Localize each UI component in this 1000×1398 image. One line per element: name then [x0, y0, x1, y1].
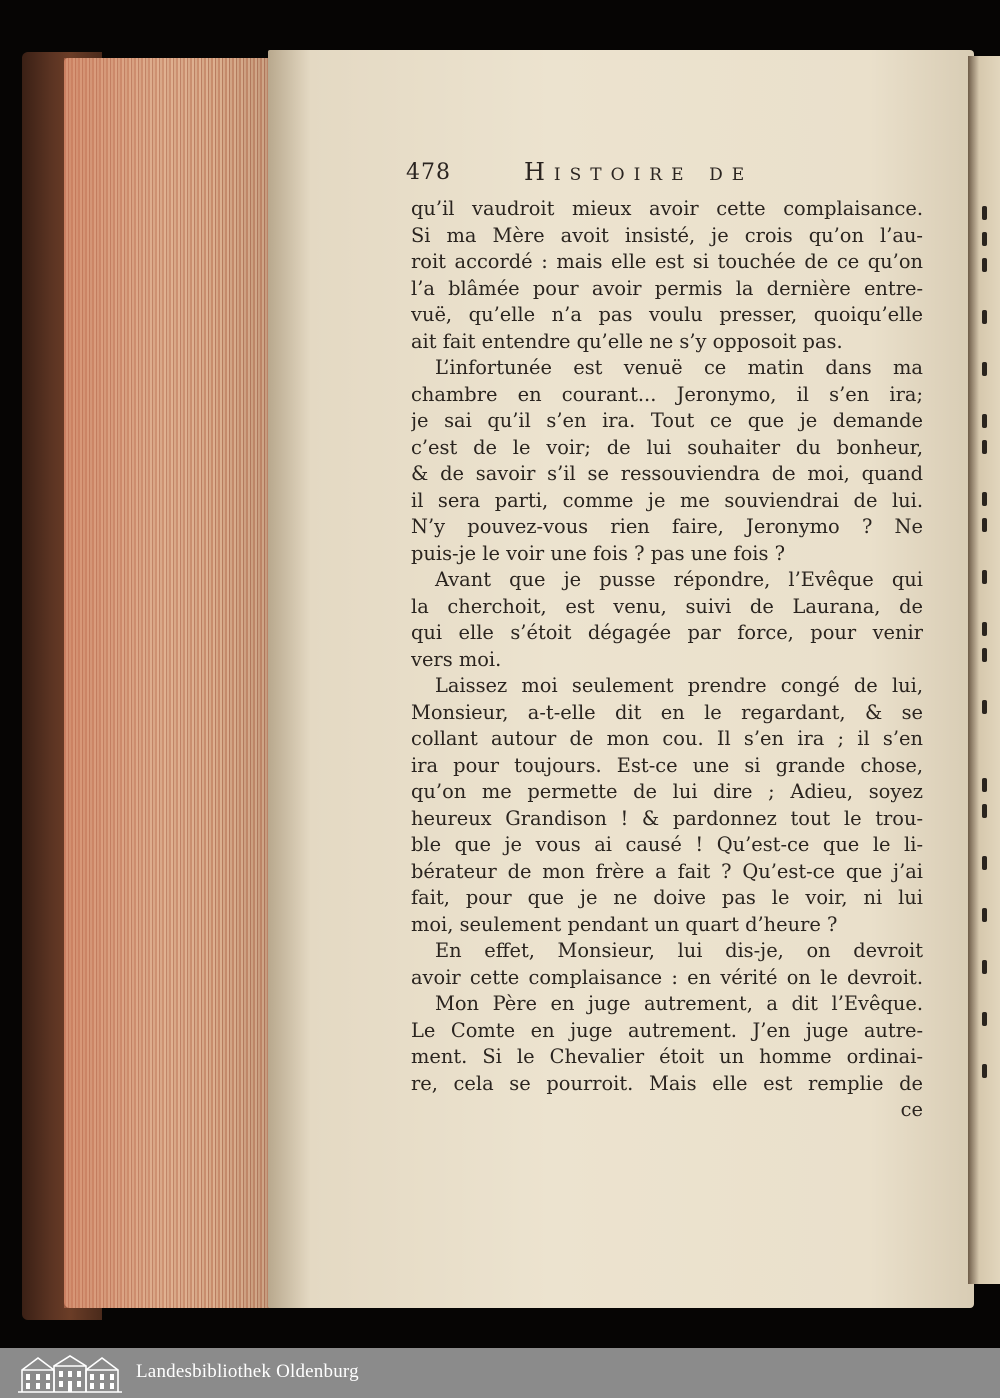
text-line: fait, pour que je ne doive pas le voir, ni lui	[411, 886, 923, 909]
text-line: qu’il vaudroit mieux avoir cette complaisance.	[411, 197, 923, 220]
text-line: ira pour toujours. Est-ce une si grande chose,	[411, 753, 923, 777]
text-line: Avant que je pusse répondre, l’Evêque qui	[435, 568, 923, 591]
library-building-logo-icon	[16, 1352, 124, 1394]
running-head: Histoire de	[524, 158, 754, 186]
text-line: vuë, qu’elle n’a pas voulu presser, quoiqu’elle	[411, 303, 923, 326]
library-name: Landesbibliothek Oldenburg	[136, 1361, 359, 1382]
text-line: En effet, Monsieur, lui dis-je, on devroit	[435, 939, 923, 962]
text-line: ment. Si le Chevalier étoit un homme ordinai-	[411, 1045, 923, 1068]
facing-page-edge	[968, 56, 1000, 1284]
text-line: ble que je vous ai causé ! Qu’est-ce que le li-	[411, 833, 923, 856]
catchword: ce	[900, 1098, 923, 1121]
text-line: il sera parti, comme je me souviendrai de lui.	[411, 488, 923, 512]
text-line: la cherchoit, est venu, suivi de Laurana, de	[411, 594, 923, 618]
text-line: vers moi.	[411, 647, 502, 671]
text-line: moi, seulement pendant un quart d’heure ?	[411, 912, 838, 936]
text-line: je sai qu’il s’en ira. Tout ce que je demande	[411, 409, 923, 432]
text-line: chambre en courant... Jeronymo, il s’en ira;	[411, 382, 923, 406]
page-header	[406, 158, 966, 192]
text-line: qui elle s’étoit dégagée par force, pour venir	[411, 621, 923, 644]
text-line: N’y pouvez-vous rien faire, Jeronymo ? Ne	[411, 515, 923, 538]
text-line: bérateur de mon frère a fait ? Qu’est-ce que j’ai	[411, 859, 923, 883]
text-line: l’a blâmée pour avoir permis la dernière entre-	[411, 276, 923, 300]
text-line: L’infortunée est venuë ce matin dans ma	[435, 356, 923, 379]
text-line: heureux Grandison ! & pardonnez tout le trou-	[411, 806, 923, 830]
text-page	[268, 50, 974, 1308]
facing-page-text-marks	[976, 56, 996, 1284]
text-line: re, cela se pourroit. Mais elle est remplie de	[411, 1071, 923, 1095]
text-line: Monsieur, a-t-elle dit en le regardant, & se	[411, 700, 923, 724]
text-line: qu’on me permette de lui dire ; Adieu, soyez	[411, 780, 923, 803]
text-line: Laissez moi seulement prendre congé de lui,	[435, 674, 923, 697]
text-line: Le Comte en juge autrement. J’en juge autre-	[411, 1018, 923, 1042]
body-text	[411, 196, 923, 1124]
page-number: 478	[406, 160, 451, 185]
text-line: roit accordé : mais elle est si touchée de ce qu’on	[411, 250, 923, 273]
text-line: puis-je le voir une fois ? pas une fois ?	[411, 541, 785, 565]
text-line: Mon Père en juge autrement, a dit l’Evêque.	[435, 992, 923, 1015]
library-footer	[0, 1348, 1000, 1398]
text-line: avoir cette complaisance : en vérité on le devroit.	[411, 965, 923, 989]
text-line: & de savoir s’il se ressouviendra de moi, quand	[411, 462, 923, 485]
page-edges	[64, 58, 286, 1308]
text-line: collant autour de mon cou. Il s’en ira ; il s’en	[411, 727, 923, 750]
text-line: c’est de le voir; de lui souhaiter du bonheur,	[411, 435, 923, 459]
text-line: ait fait entendre qu’elle ne s’y opposoit pas.	[411, 329, 843, 353]
text-line: Si ma Mère avoit insisté, je crois qu’on l’au-	[411, 223, 923, 247]
